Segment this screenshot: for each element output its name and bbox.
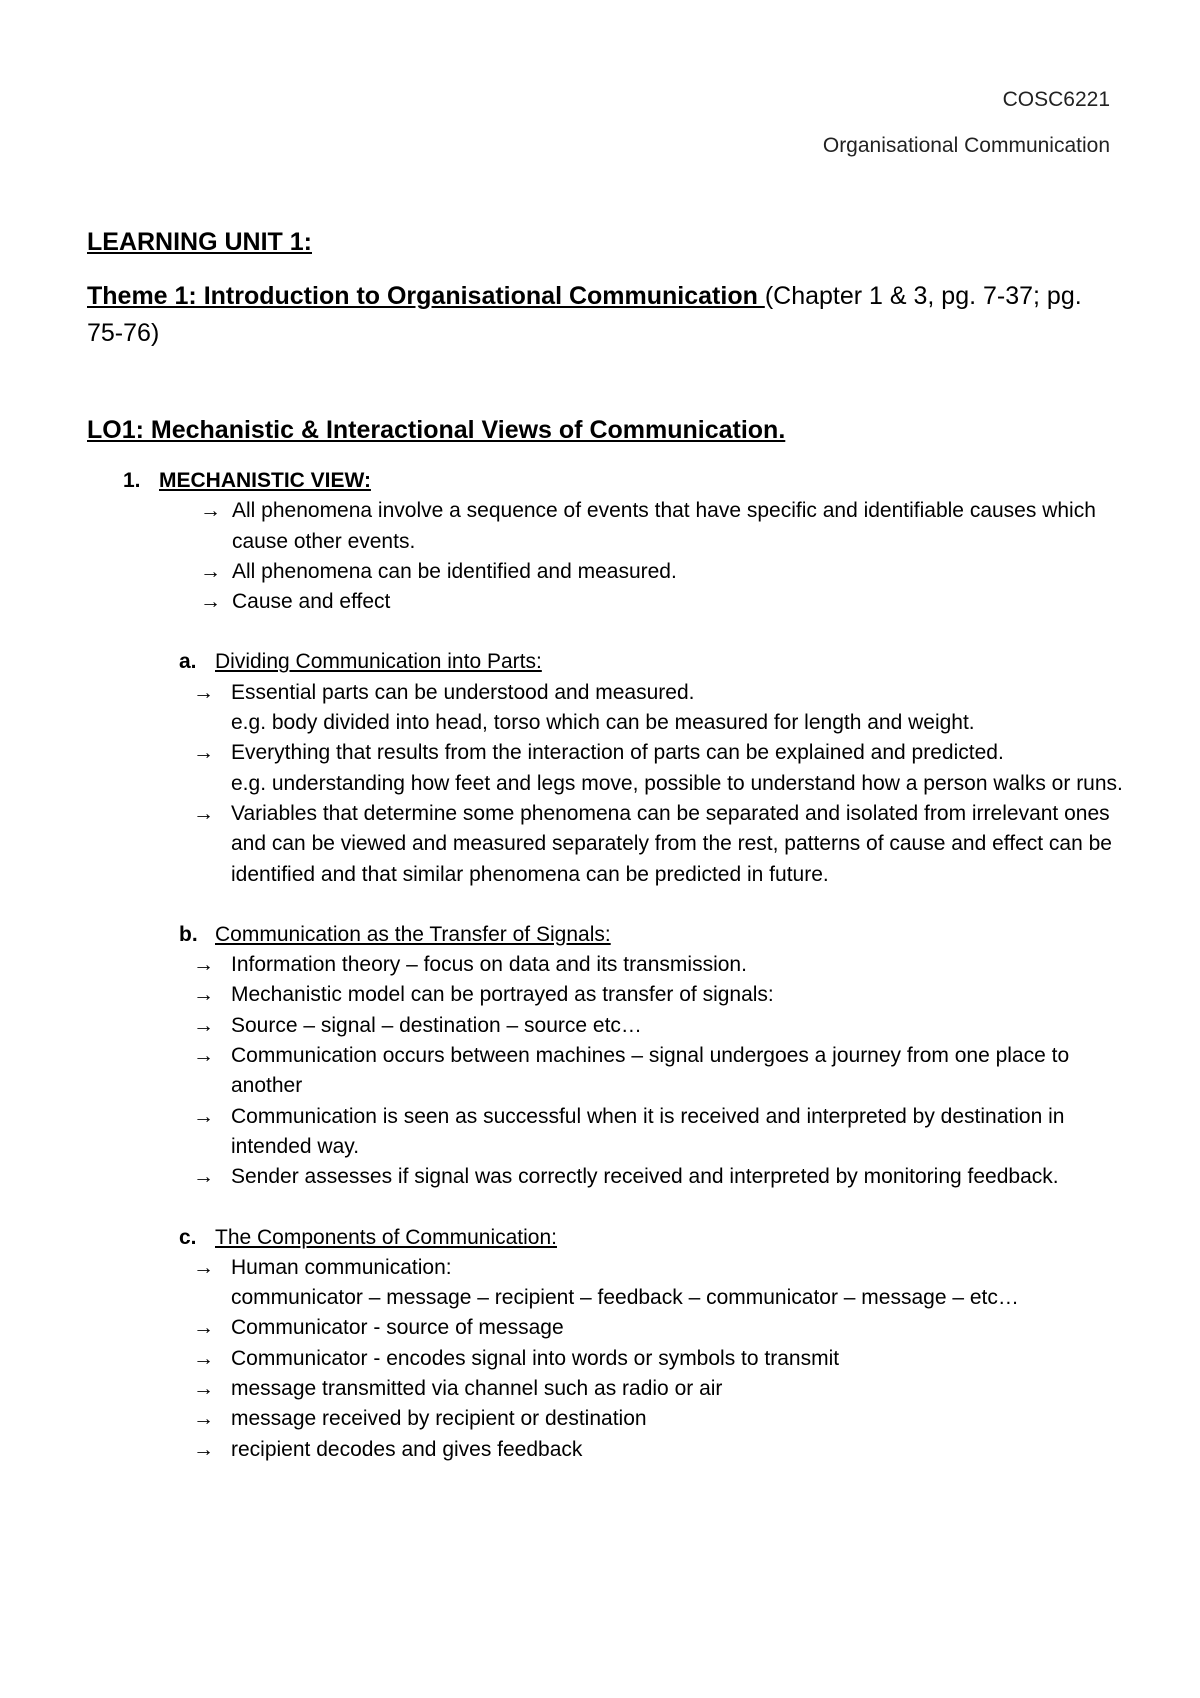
list-item: → Mechanistic model can be portrayed as transfer of signals: [87, 980, 1127, 1010]
theme-reference: (Chapter 1 & 3, pg. 7-37; pg. 75-76) [87, 282, 1082, 347]
list-item: → Sender assesses if signal was correctly received and interpreted by monitoring feedback. [87, 1162, 1127, 1192]
arrow-icon: → [200, 590, 221, 614]
unit-title: LEARNING UNIT 1: [87, 228, 312, 256]
list-item: → Communication is seen as successful when it is received and interpreted by destination in intended way. [87, 1102, 1127, 1163]
list-item: → message transmitted via channel such as radio or air [87, 1374, 1127, 1404]
list-item: → All phenomena can be identified and measured. [87, 557, 1127, 587]
arrow-icon: → [193, 1255, 214, 1279]
signals-list [87, 950, 1127, 1192]
subheading-c [87, 1223, 1127, 1253]
sub-title: Communication as the Transfer of Signals: [215, 922, 611, 946]
arrow-icon: → [193, 801, 214, 825]
course-title: Organisational Communication [822, 134, 1110, 157]
arrow-icon: → [200, 559, 221, 583]
list-item: → Communicator - source of message [87, 1313, 1127, 1343]
parts-list [87, 678, 1127, 890]
arrow-icon: → [193, 983, 214, 1007]
theme-title: Theme 1: Introduction to Organisational Communication [87, 282, 765, 310]
list-item: → Human communication: communicator – message – recipient – feedback – communicator – message – etc… [87, 1253, 1127, 1314]
list-item: → Information theory – focus on data and its transmission. [87, 950, 1127, 980]
arrow-icon: → [193, 1377, 214, 1401]
list-item: → Communication occurs between machines – signal undergoes a journey from one place to another [87, 1041, 1127, 1102]
arrow-icon: → [193, 1316, 214, 1340]
sub-title: The Components of Communication: [215, 1225, 557, 1249]
list-item: → Cause and effect [87, 587, 1127, 617]
sub-letter: a. [179, 650, 197, 674]
list-item: → Everything that results from the interaction of parts can be explained and predicted. e.g. understanding how feet and legs move, possible to understand how a person walks or runs. [87, 738, 1127, 799]
sub-title: Dividing Communication into Parts: [215, 650, 542, 674]
sub-letter: c. [179, 1225, 197, 1249]
mechanistic-list [87, 496, 1127, 617]
arrow-icon: → [193, 1044, 214, 1068]
arrow-icon: → [193, 1013, 214, 1037]
components-list [87, 1253, 1127, 1465]
section-title: MECHANISTIC VIEW: [159, 469, 371, 492]
arrow-icon: → [193, 1104, 214, 1128]
sub-letter: b. [179, 922, 198, 946]
arrow-icon: → [193, 1165, 214, 1189]
arrow-icon: → [193, 741, 214, 765]
arrow-icon: → [193, 1346, 214, 1370]
lo1-heading: LO1: Mechanistic & Interactional Views of Communication. [87, 416, 786, 444]
list-item: → recipient decodes and gives feedback [87, 1435, 1127, 1465]
list-item: → Source – signal – destination – source etc… [87, 1011, 1127, 1041]
list-item: → Communicator - encodes signal into words or symbols to transmit [87, 1344, 1127, 1374]
arrow-icon: → [193, 680, 214, 704]
section-heading-mechanistic [87, 466, 1127, 496]
subheading-a [87, 647, 1127, 677]
arrow-icon: → [193, 953, 214, 977]
theme-heading [87, 278, 1117, 352]
arrow-icon: → [193, 1437, 214, 1461]
list-item: → All phenomena involve a sequence of events that have specific and identifiable causes which cause other events. [87, 496, 1127, 557]
arrow-icon: → [193, 1407, 214, 1431]
course-code: COSC6221 [1002, 88, 1110, 111]
subheading-b [87, 920, 1127, 950]
arrow-icon: → [200, 499, 221, 523]
list-item: → message received by recipient or destination [87, 1404, 1127, 1434]
list-item: → Variables that determine some phenomena can be separated and isolated from irrelevant ones and can be viewed and measured separately from the rest, patterns of cause and effect can be identified and that similar phenomena can be predicted in future. [87, 799, 1127, 890]
section-number: 1. [123, 469, 141, 492]
notes-body [87, 466, 1127, 1465]
list-item: → Essential parts can be understood and measured. e.g. body divided into head, torso which can be measured for length and weight. [87, 678, 1127, 739]
